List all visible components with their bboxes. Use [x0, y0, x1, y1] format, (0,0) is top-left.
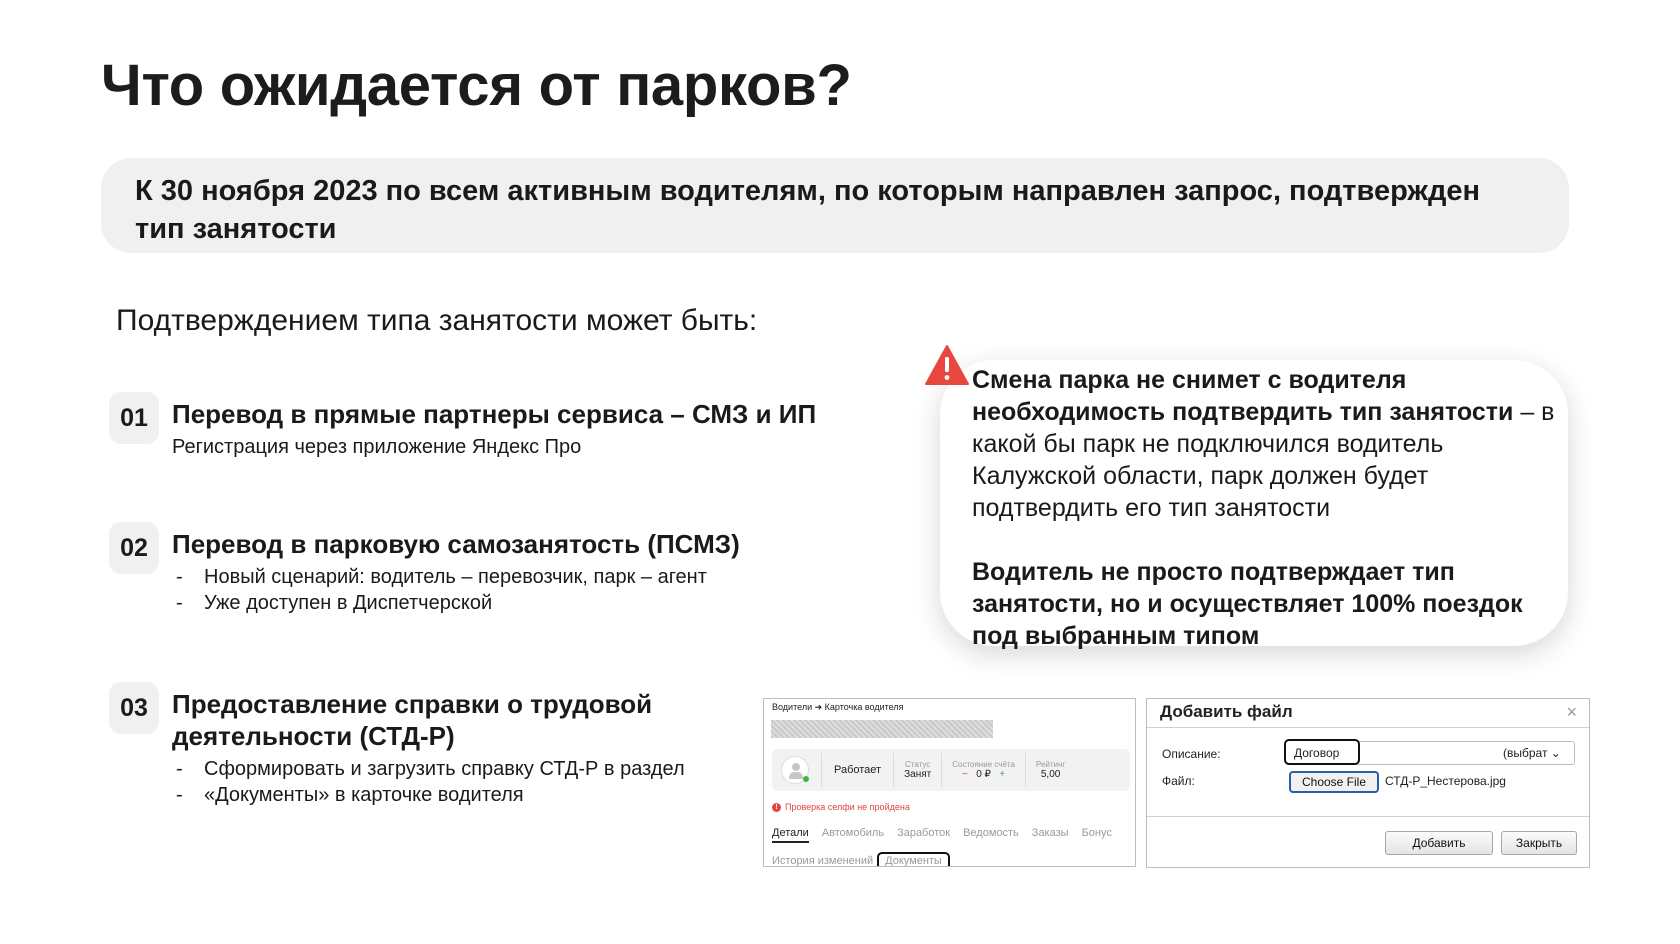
balance-cell [941, 753, 1025, 787]
status-cell [893, 753, 941, 787]
item-bullet: - Уже доступен в Диспетчерской [172, 590, 740, 616]
add-file-dialog-screenshot [1146, 698, 1590, 868]
balance-value-row [962, 769, 1005, 780]
blurred-driver-name [771, 720, 993, 738]
breadcrumb[interactable]: Водители ➔ Карточка водителя [772, 702, 904, 712]
warning-bold-text: Смена парка не снимет с водителя необходимость подтвердить тип занятости [972, 366, 1514, 426]
avatar [781, 756, 809, 784]
selected-file-name: СТД-Р_Нестерова.jpg [1385, 774, 1506, 788]
item-title: Перевод в прямые партнеры сервиса – СМЗ и ИП [172, 399, 817, 429]
tab-statement[interactable]: Ведомость [963, 827, 1019, 839]
dialog-divider [1147, 727, 1589, 728]
balance-value: 0 ₽ [976, 769, 991, 780]
deadline-banner: К 30 ноября 2023 по всем активным водителям, по которым направлен запрос, подтвержден тип занятости [101, 158, 1569, 253]
tab-orders[interactable]: Заказы [1031, 827, 1069, 839]
add-button[interactable]: Добавить [1385, 831, 1493, 855]
rating-cell [1025, 753, 1075, 787]
page-title: Что ожидается от парков? [101, 53, 852, 118]
dialog-divider [1147, 816, 1589, 817]
item-number-badge: 02 [109, 522, 159, 574]
driver-tabs-row2 [772, 852, 950, 867]
warning-text [972, 364, 1562, 652]
tab-bonus[interactable]: Бонус [1081, 827, 1112, 839]
status-value: Занят [904, 769, 932, 780]
item-number-badge: 01 [109, 392, 159, 444]
warning-regular-text: – в какой бы парк не подключился водитель Калужской области, парк должен будет подтвердить его тип занятости [972, 398, 1555, 522]
close-icon[interactable]: × [1566, 702, 1577, 722]
dialog-title: Добавить файл [1160, 702, 1293, 721]
item-title: Перевод в парковую самозанятость (ПСМЗ) [172, 529, 740, 559]
item-title-line2: деятельности (СТД-Р) [172, 721, 455, 751]
status-label: Статус [905, 760, 931, 769]
rating-label: Рейтинг [1035, 760, 1066, 769]
file-label: Файл: [1162, 774, 1195, 788]
selfie-warning [772, 802, 910, 812]
description-label: Описание: [1162, 747, 1221, 761]
selfie-warning-text: Проверка селфи не пройдена [785, 802, 910, 812]
warning-paragraph-1 [972, 364, 1562, 524]
work-status[interactable]: Работает [821, 753, 893, 787]
rating-value: 5,00 [1040, 769, 1061, 780]
driver-card-screenshot [763, 698, 1136, 867]
item-description: Регистрация через приложение Яндекс Про [172, 436, 582, 458]
balance-label: Состояние счёта [952, 760, 1015, 769]
chevron-down-icon: ⌄ [1550, 746, 1561, 760]
choose-file-button[interactable]: Choose File [1289, 771, 1379, 793]
item-bullet-continued [172, 782, 685, 808]
tab-details[interactable]: Детали [772, 827, 809, 843]
description-select-text: (выбрат [1503, 746, 1548, 760]
item-number-badge: 03 [109, 682, 159, 734]
tab-documents[interactable]: Документы [877, 852, 950, 867]
balance-plus-button[interactable]: + [999, 769, 1006, 780]
tab-car[interactable]: Автомобиль [821, 827, 885, 839]
tab-history[interactable]: История изменений [772, 855, 874, 867]
warning-triangle-icon [924, 344, 970, 386]
balance-minus-button[interactable]: − [962, 769, 968, 780]
warning-paragraph-2: Водитель не просто подтверждает тип занятости, но и осуществляет 100% поездок под выбранным типом [972, 558, 1523, 650]
error-icon: ! [772, 803, 781, 812]
description-select[interactable] [1503, 746, 1561, 760]
tab-earnings[interactable]: Заработок [897, 827, 951, 839]
description-value[interactable]: Договор [1284, 739, 1360, 765]
item-bullet-text: «Документы» в карточке водителя [204, 784, 524, 806]
item-bullet: - Сформировать и загрузить справку СТД-Р в раздел [172, 756, 685, 782]
item-title-line1: Предоставление справки о трудовой [172, 689, 653, 719]
section-subtitle: Подтверждением типа занятости может быть: [116, 304, 758, 337]
driver-tabs [772, 827, 1112, 843]
item-bullet: - Новый сценарий: водитель – перевозчик, парк – агент [172, 564, 740, 590]
close-button[interactable]: Закрыть [1501, 831, 1577, 855]
driver-stats-row [772, 749, 1130, 791]
